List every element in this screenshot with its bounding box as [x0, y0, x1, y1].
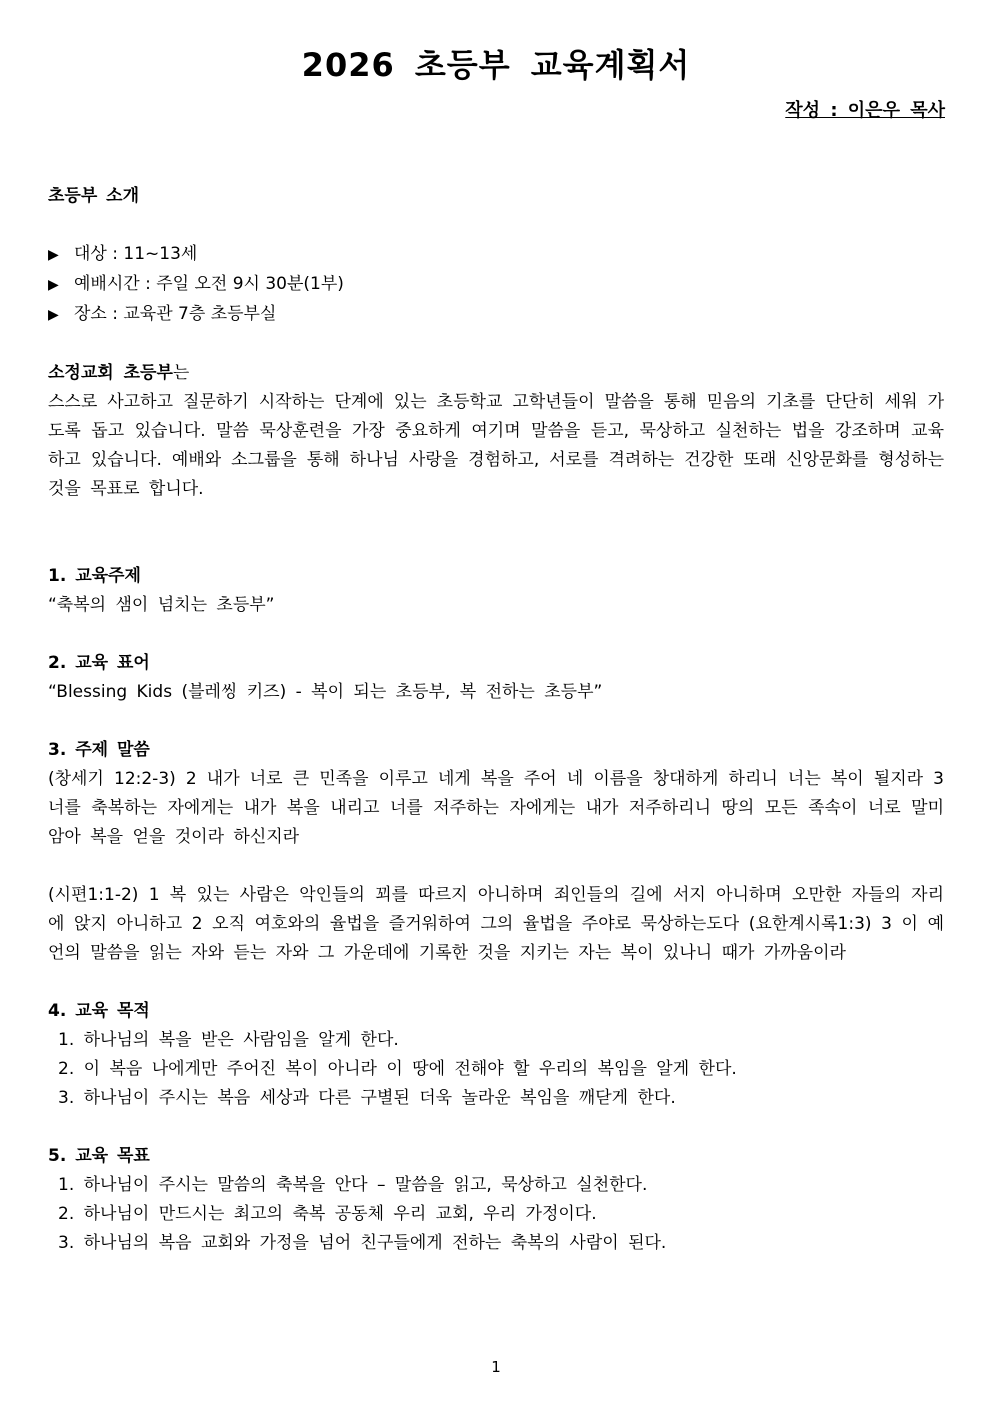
purpose-item: 2. 이 복음 나에게만 주어진 복이 아니라 이 땅에 전해야 할 우리의 복임을 알게 한다.: [58, 1059, 737, 1079]
intro-bullet-text: 예배시간 : 주일 오전 9시 30분(1부): [74, 274, 344, 294]
goals-item: 1. 하나님이 주시는 말씀의 축복을 안다 – 말씀을 읽고, 묵상하고 실천한다.: [58, 1175, 648, 1195]
theme-text: “축복의 샘이 넘치는 초등부”: [48, 595, 275, 615]
triangle-right-icon: ▶: [48, 277, 59, 293]
intro-bullet-item: [48, 300, 944, 330]
goals-item: 3. 하나님의 복음 교회와 가정을 넘어 친구들에게 전하는 축복의 사람이 된다.: [58, 1233, 667, 1253]
intro-heading: 초등부 소개: [48, 186, 140, 206]
spacer: [48, 211, 944, 240]
spacer: [48, 707, 944, 736]
purpose-item: 3. 하나님이 주시는 복음 세상과 다른 구별된 더욱 놀라운 복임을 깨닫게 한다.: [58, 1088, 676, 1108]
goals-item: 2. 하나님이 만드시는 최고의 축복 공동체 우리 교회, 우리 가정이다.: [58, 1204, 597, 1224]
intro-bullet-list: [48, 240, 944, 330]
page-number: 1: [491, 1358, 501, 1376]
document-title: 2026 초등부 교육계획서: [301, 46, 691, 84]
purpose-section: [48, 997, 944, 1113]
purpose-item: 1. 하나님의 복을 받은 사람임을 알게 한다.: [58, 1030, 399, 1050]
intro-bullet-item: [48, 240, 944, 270]
church-intro-line: [48, 359, 944, 388]
scripture-section: [48, 736, 944, 968]
spacer: [48, 330, 944, 359]
intro-bullet-item: [48, 270, 944, 300]
spacer: [48, 504, 944, 562]
spacer: [48, 968, 944, 997]
scripture-heading: 3. 주제 말씀: [48, 740, 150, 760]
spacer: [48, 852, 944, 881]
slogan-text: “Blessing Kids (블레씽 키즈) - 복이 되는 초등부, 복 전하는 초등부”: [48, 682, 603, 702]
church-name-suffix: 는: [172, 363, 190, 383]
intro-description: 스스로 사고하고 질문하기 시작하는 단계에 있는 초등학교 고학년들이 말씀을 통해 믿음의 기초를 단단히 세워 가도록 돕고 있습니다. 말씀 묵상훈련을 가장 중요하게 여기며 말씀을 듣고, 묵상하고 실천하는 법을 강조하며 교육하고 있습니다. 예배와 소그룹을 통해 하나님 사랑을 경험하고, 서로를 격려하는 건강한 또래 신앙문화를 형성하는 것을 목표로 합니다.: [48, 392, 944, 499]
spacer: [48, 620, 944, 649]
goals-section: [48, 1142, 944, 1258]
theme-heading: 1. 교육주제: [48, 566, 141, 586]
purpose-heading: 4. 교육 목적: [48, 1001, 150, 1021]
slogan-section: [48, 649, 944, 707]
spacer: [48, 1113, 944, 1142]
intro-bullet-text: 대상 : 11~13세: [74, 244, 198, 264]
goals-heading: 5. 교육 목표: [48, 1146, 150, 1166]
intro-bullet-text: 장소 : 교육관 7층 초등부실: [74, 304, 277, 324]
triangle-right-icon: ▶: [48, 307, 59, 323]
document-body: [48, 182, 944, 1258]
scripture-passage-genesis: (창세기 12:2-3) 2 내가 너로 큰 민족을 이루고 네게 복을 주어 네 이름을 창대하게 하리니 너는 복이 될지라 3 너를 축복하는 자에게는 내가 복을 내리고 너를 저주하는 자에게는 내가 저주하리니 땅의 모든 족속이 너로 말미암아 복을 얻을 것이라 하신지라: [48, 769, 944, 847]
triangle-right-icon: ▶: [48, 247, 59, 263]
theme-section: [48, 562, 944, 620]
scripture-passage-psalms-revelation: (시편1:1-2) 1 복 있는 사람은 악인들의 꾀를 따르지 아니하며 죄인들의 길에 서지 아니하며 오만한 자들의 자리에 앉지 아니하고 2 오직 여호와의 율법을 즐거워하여 그의 율법을 주야로 묵상하는도다 (요한계시록1:3) 3 이 예언의 말씀을 읽는 자와 듣는 자와 그 가운데에 기록한 것을 지키는 자는 복이 있나니 때가 가까움이라: [48, 885, 944, 963]
document-author: 작성 : 이은우 목사: [785, 100, 945, 121]
slogan-heading: 2. 교육 표어: [48, 653, 150, 673]
church-name: 소정교회 초등부: [48, 363, 173, 383]
